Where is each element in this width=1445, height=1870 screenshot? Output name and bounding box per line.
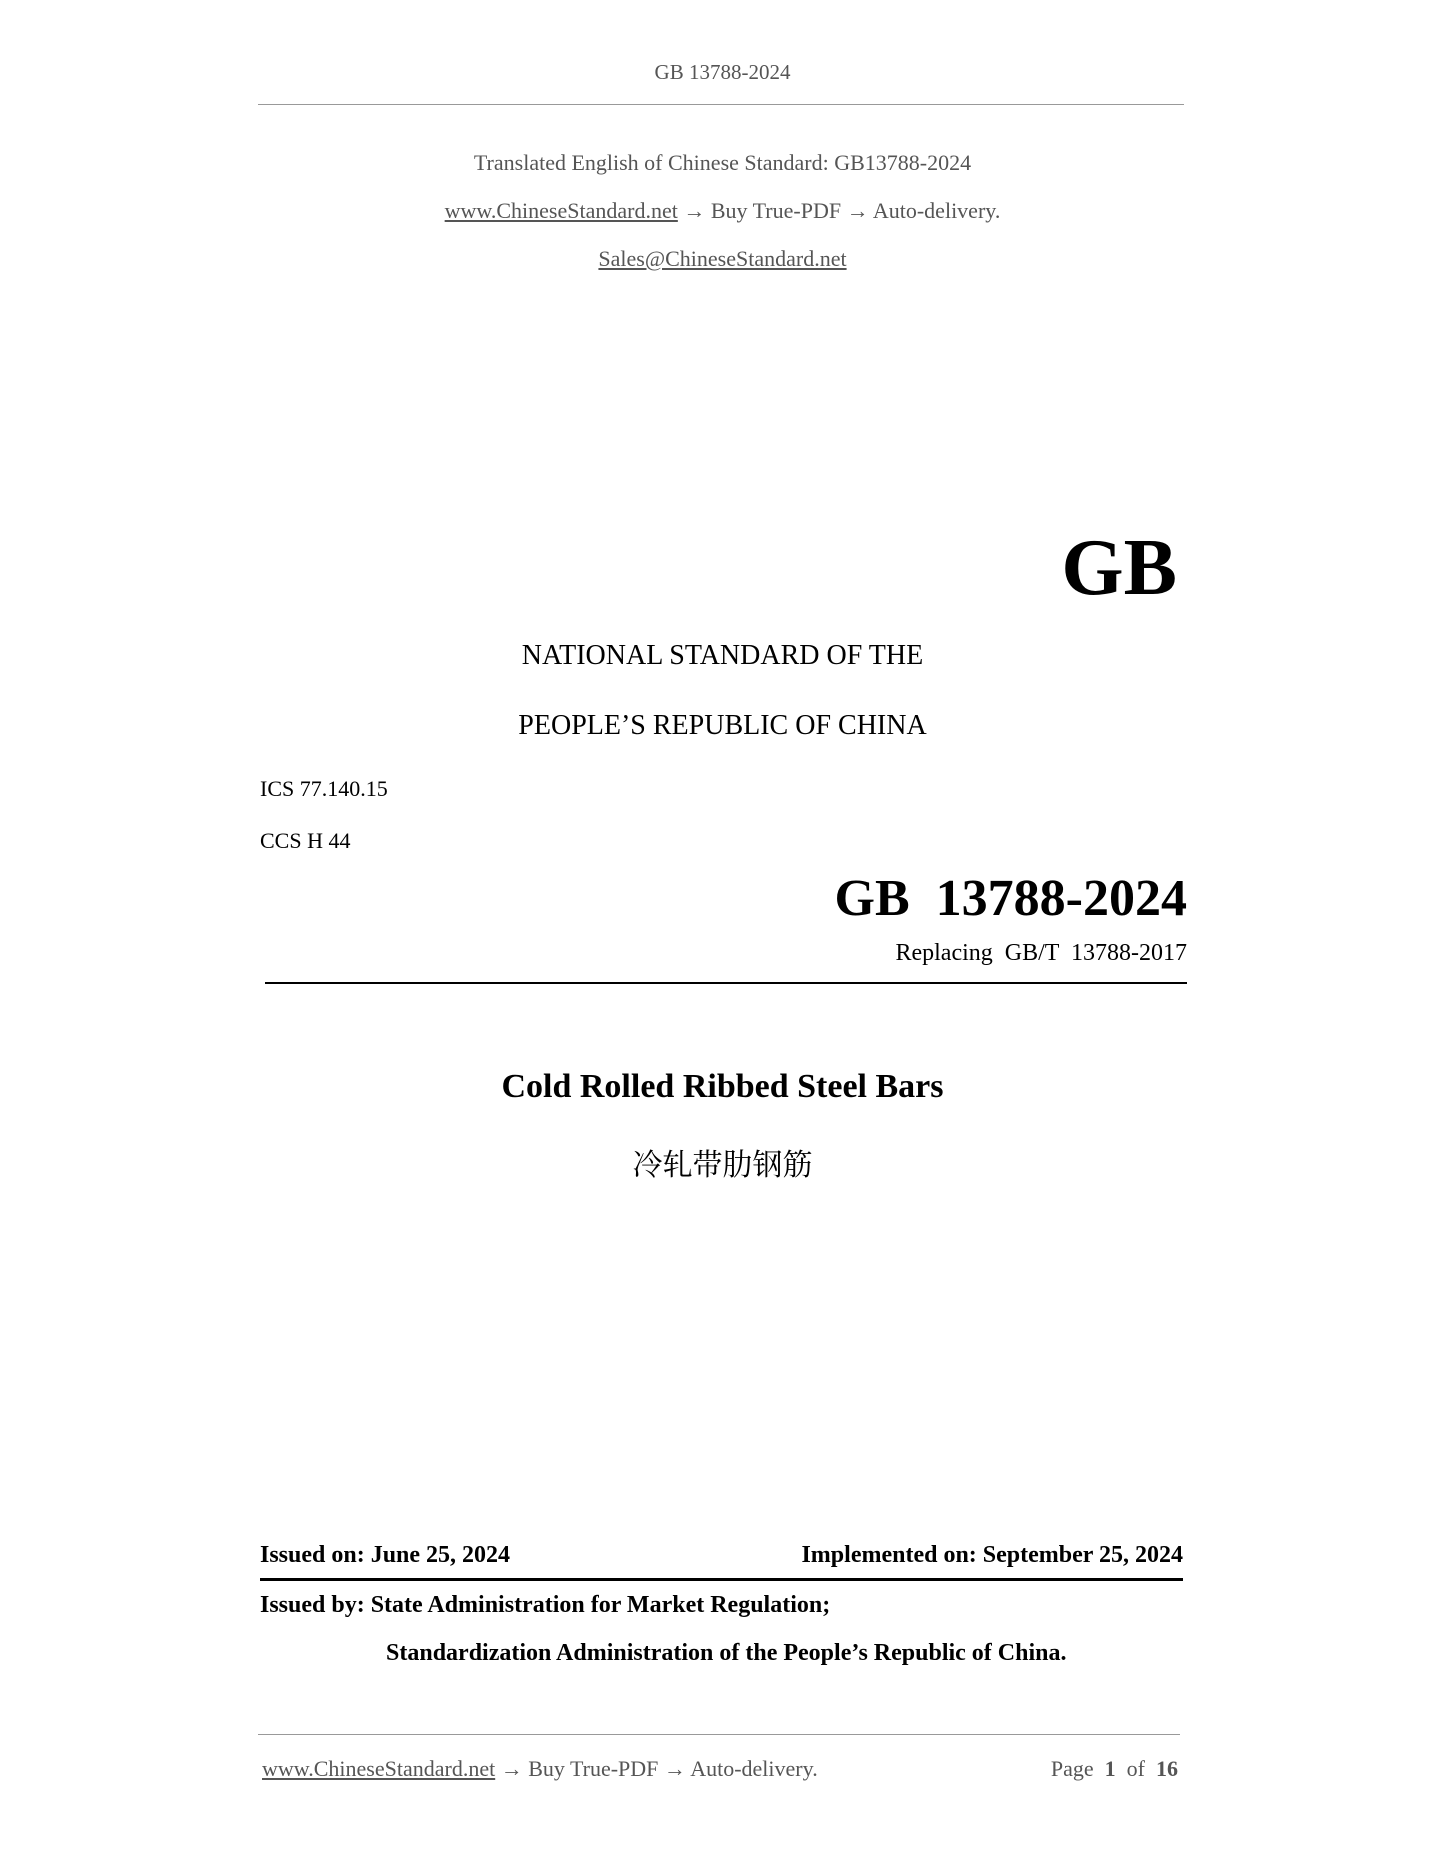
page-total: 16 <box>1156 1756 1178 1781</box>
arrow-right-icon: → <box>846 198 869 223</box>
implemented-on-date: Implemented on: September 25, 2024 <box>801 1542 1183 1568</box>
document-title-zh: 冷轧带肋钢筋 <box>632 1148 813 1183</box>
gb-logo: GB <box>1061 524 1177 612</box>
issued-on-date: Issued on: June 25, 2024 <box>260 1542 511 1568</box>
issued-by-line-2: Standardization Administration of the People’s Republic of China. <box>386 1640 1067 1666</box>
buy-true-pdf-text: Buy True-PDF <box>710 198 842 223</box>
page-current: 1 <box>1104 1756 1116 1781</box>
issued-by-line-1: Issued by: State Administration for Market Regulation; <box>260 1592 831 1618</box>
page-label: Page <box>1050 1756 1094 1781</box>
national-standard-line-2: PEOPLE’S REPUBLIC OF CHINA <box>518 710 927 741</box>
footer-auto-delivery-text: Auto-delivery. <box>690 1756 818 1781</box>
code-divider <box>265 982 1187 984</box>
ics-code: ICS 77.140.15 <box>260 776 388 801</box>
replacing-code: Replacing GB/T 13788-2017 <box>895 940 1187 966</box>
footer-divider <box>258 1734 1180 1735</box>
national-standard-line-1: NATIONAL STANDARD OF THE <box>521 640 924 671</box>
site-link[interactable]: www.ChineseStandard.net <box>444 198 678 223</box>
footer-promo <box>262 1756 818 1782</box>
arrow-right-icon: → <box>683 198 706 223</box>
page-number <box>1051 1756 1178 1782</box>
page-of-label: of <box>1126 1756 1145 1781</box>
promo-line <box>0 198 1445 224</box>
arrow-right-icon: → <box>500 1756 523 1781</box>
footer-site-link[interactable]: www.ChineseStandard.net <box>262 1756 496 1781</box>
document-title-en: Cold Rolled Ribbed Steel Bars <box>501 1068 944 1105</box>
standard-code: GB 13788-2024 <box>834 870 1187 927</box>
translation-note: Translated English of Chinese Standard: GB13788-2024 <box>473 150 972 175</box>
running-title: GB 13788-2024 <box>654 60 791 84</box>
ccs-code: CCS H 44 <box>260 828 351 853</box>
issue-divider <box>260 1578 1183 1581</box>
arrow-right-icon: → <box>663 1756 686 1781</box>
header-divider <box>258 104 1184 105</box>
auto-delivery-text: Auto-delivery. <box>872 198 1001 223</box>
footer-buy-true-pdf-text: Buy True-PDF <box>528 1756 659 1781</box>
sales-email-link[interactable]: Sales@ChineseStandard.net <box>598 246 847 271</box>
